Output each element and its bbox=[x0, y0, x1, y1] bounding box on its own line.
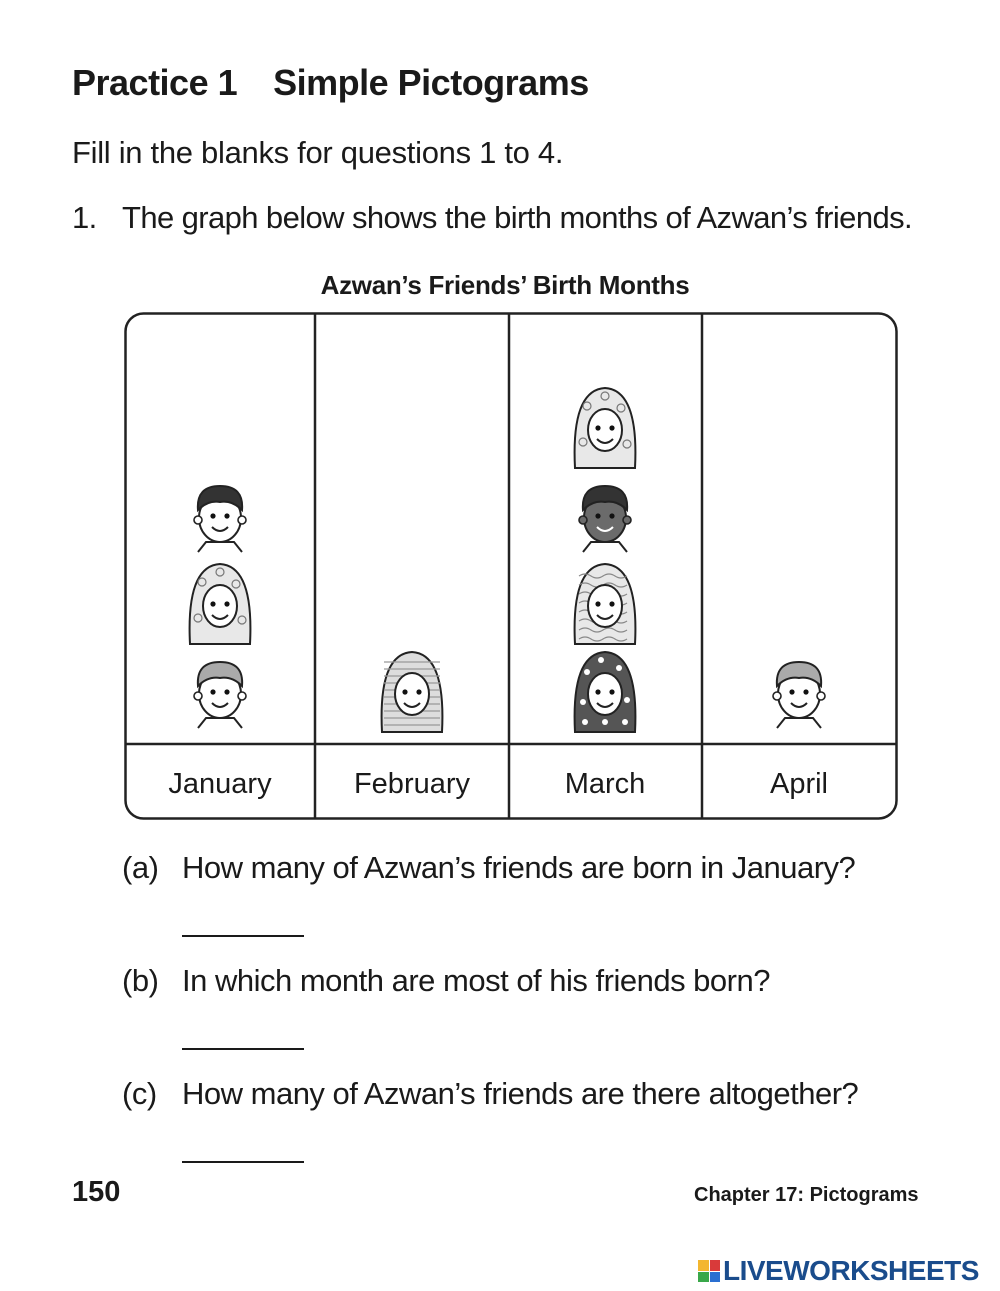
friend-icon bbox=[575, 564, 636, 644]
friend-icon bbox=[194, 486, 246, 552]
friend-icon bbox=[773, 662, 825, 728]
subquestion-text: In which month are most of his friends born? bbox=[182, 963, 770, 998]
subquestion-b bbox=[122, 963, 770, 999]
page-title: Simple Pictograms bbox=[273, 62, 589, 103]
subquestion-c bbox=[122, 1076, 858, 1112]
month-label: February bbox=[353, 768, 471, 800]
liveworksheets-brand[interactable] bbox=[698, 1255, 979, 1287]
chart-title: Azwan’s Friends’ Birth Months bbox=[320, 270, 690, 300]
friend-icon bbox=[194, 662, 246, 728]
friend-icon bbox=[190, 564, 251, 644]
month-label: April bbox=[769, 768, 829, 800]
question-text: The graph below shows the birth months of Azwan’s friends. bbox=[122, 200, 913, 235]
page-number: 150 bbox=[72, 1176, 121, 1208]
subquestion-label: (c) bbox=[122, 1076, 157, 1111]
pictogram-chart bbox=[124, 312, 898, 820]
answer-blank-a[interactable] bbox=[182, 935, 304, 937]
practice-label: Practice 1 bbox=[72, 62, 238, 103]
chapter-label: Chapter 17: Pictograms bbox=[694, 1184, 919, 1206]
brand-name: LIVEWORKSHEETS bbox=[723, 1255, 979, 1286]
subquestion-label: (b) bbox=[122, 963, 159, 998]
month-label: January bbox=[168, 768, 272, 800]
friend-icon bbox=[382, 652, 443, 732]
friend-icon bbox=[575, 652, 636, 732]
subquestion-text: How many of Azwan’s friends are born in January? bbox=[182, 850, 856, 885]
instructions: Fill in the blanks for questions 1 to 4. bbox=[72, 135, 564, 170]
question-number: 1. bbox=[72, 200, 97, 235]
friend-icon bbox=[579, 486, 631, 552]
answer-blank-c[interactable] bbox=[182, 1161, 304, 1163]
subquestion-a bbox=[122, 850, 855, 886]
subquestion-label: (a) bbox=[122, 850, 159, 885]
question-1 bbox=[72, 200, 912, 236]
answer-blank-b[interactable] bbox=[182, 1048, 304, 1050]
month-label: March bbox=[564, 768, 646, 800]
page-heading bbox=[72, 62, 589, 104]
liveworksheets-logo-icon bbox=[698, 1260, 720, 1282]
subquestion-text: How many of Azwan’s friends are there altogether? bbox=[182, 1076, 859, 1111]
friend-icon bbox=[575, 388, 636, 468]
